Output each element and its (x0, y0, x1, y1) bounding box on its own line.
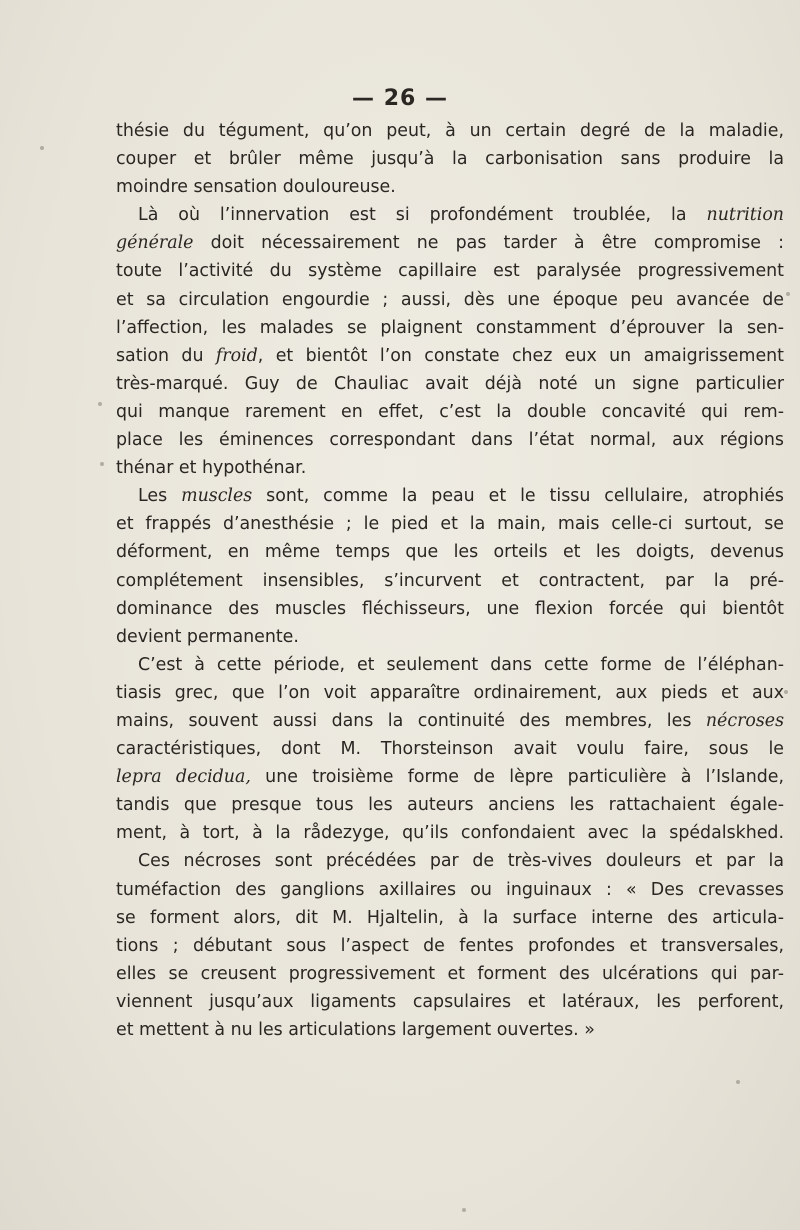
text-line (116, 988, 784, 1016)
text-segment: ment, à tort, à la rådezyge, qu’ils confondaient avec la spédalskhed. (116, 823, 784, 844)
text-segment: Les (138, 486, 182, 507)
text-segment: thénar et hypothénar. (116, 458, 307, 479)
text-line (116, 454, 784, 482)
paper-speck (736, 1080, 740, 1084)
italic-text: nutrition (706, 205, 784, 226)
text-segment: tandis que presque tous les auteurs anciens les rattachaient égale- (116, 795, 784, 816)
text-line (116, 1016, 784, 1044)
paper-speck (98, 402, 102, 406)
text-line (116, 286, 784, 314)
paper-speck (784, 690, 788, 694)
text-line (116, 847, 784, 875)
text-segment: C’est à cette période, et seulement dans cette forme de l’éléphan- (138, 654, 784, 675)
text-line (116, 201, 784, 229)
paper-speck (462, 1208, 466, 1212)
paper-speck (100, 462, 104, 466)
text-line (116, 651, 784, 679)
text-line (116, 370, 784, 398)
text-segment: viennent jusqu’aux ligaments capsulaires et latéraux, les perforent, (116, 991, 784, 1012)
text-segment: sation du (116, 345, 216, 366)
text-line (116, 257, 784, 285)
text-line (116, 117, 784, 145)
italic-text: nécroses (705, 710, 784, 731)
text-segment: doit nécessairement ne pas tarder à être compromise : (193, 233, 784, 254)
text-line (116, 623, 784, 651)
text-segment: caractéristiques, dont M. Thorsteinson avait voulu faire, sous le (116, 739, 784, 760)
text-segment: elles se creusent progressivement et forment des ulcérations qui par- (116, 963, 784, 984)
text-line (116, 145, 784, 173)
text-segment: Ces nécroses sont précédées par de très-vives douleurs et par la (138, 851, 784, 872)
text-segment: tions ; débutant sous l’aspect de fentes profondes et transversales, (116, 935, 784, 956)
text-segment: qui manque rarement en effet, c’est la double concavité qui rem- (116, 401, 784, 422)
text-segment: , et bientôt l’on constate chez eux un amaigrissement (257, 345, 784, 366)
text-line (116, 876, 784, 904)
text-segment: place les éminences correspondant dans l’état normal, aux régions (116, 430, 784, 451)
paper-speck (40, 146, 44, 150)
text-line (116, 819, 784, 847)
text-segment: tuméfaction des ganglions axillaires ou inguinaux : « Des crevasses (116, 879, 784, 900)
text-segment: devient permanente. (116, 626, 299, 647)
italic-text: générale (116, 233, 194, 254)
text-segment: très-marqué. Guy de Chauliac avait déjà noté un signe particulier (116, 373, 784, 394)
text-segment: sont, comme la peau et le tissu cellulaire, atrophiés (252, 486, 784, 507)
text-line (116, 763, 784, 791)
text-segment: et mettent à nu les articulations largement ouvertes. » (116, 1020, 595, 1040)
text-segment: et sa circulation engourdie ; aussi, dès une époque peu avancée de (116, 289, 784, 310)
text-line (116, 595, 784, 623)
text-line (116, 510, 784, 538)
text-segment: thésie du tégument, qu’on peut, à un certain degré de la maladie, (116, 121, 784, 141)
text-segment: tiasis grec, que l’on voit apparaître ordinairement, aux pieds et aux (116, 682, 784, 703)
text-line (116, 960, 784, 988)
text-segment: l’affection, les malades se plaignent constamment d’éprouver la sen- (116, 317, 784, 338)
page-number: — 26 — (352, 86, 448, 111)
text-segment: complétement insensibles, s’incurvent et contractent, par la pré- (116, 570, 784, 591)
text-segment: une troisième forme de lèpre particulière à l’Islande, (250, 767, 785, 788)
text-line (116, 426, 784, 454)
text-segment: mains, souvent aussi dans la continuité des membres, les (116, 710, 706, 731)
text-line (116, 679, 784, 707)
text-line (116, 173, 784, 201)
body-text (116, 117, 784, 1044)
text-line (116, 342, 784, 370)
text-line (116, 314, 784, 342)
text-line (116, 791, 784, 819)
text-segment: dominance des muscles fléchisseurs, une flexion forcée qui bientôt (116, 598, 784, 619)
text-line (116, 538, 784, 566)
text-segment: couper et brûler même jusqu’à la carbonisation sans produire la (116, 149, 784, 170)
text-segment: toute l’activité du système capillaire est paralysée progressivement (116, 261, 784, 282)
text-segment: moindre sensation douloureuse. (116, 177, 396, 198)
text-line (116, 904, 784, 932)
text-segment: et frappés d’anesthésie ; le pied et la main, mais celle-ci surtout, se (116, 514, 784, 535)
italic-text: froid (215, 345, 258, 366)
text-segment: se forment alors, dit M. Hjaltelin, à la surface interne des articula- (116, 907, 784, 928)
text-segment: déforment, en même temps que les orteils et les doigts, devenus (116, 542, 784, 563)
paper-speck (786, 292, 790, 296)
text-line (116, 735, 784, 763)
text-line (116, 482, 784, 510)
text-line (116, 707, 784, 735)
italic-text: lepra decidua, (116, 767, 251, 788)
text-line (116, 932, 784, 960)
text-segment: Là où l’innervation est si profondément troublée, la (138, 205, 707, 226)
text-line (116, 567, 784, 595)
text-line (116, 229, 784, 257)
italic-text: muscles (181, 486, 253, 507)
text-line (116, 398, 784, 426)
